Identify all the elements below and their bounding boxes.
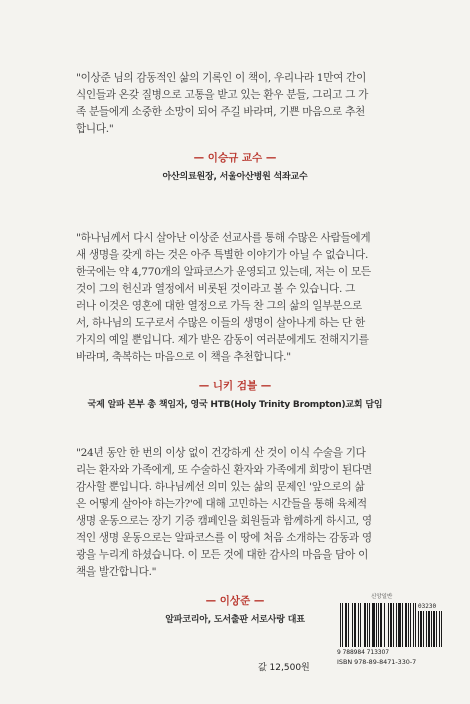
quote-line: 가지의 예일 뿐입니다. 제가 받은 감동이 여러분에게도 전해지기를	[76, 334, 369, 346]
quote-line: 책을 발간합니다."	[76, 566, 157, 578]
quote-line: 광을 누리게 하셨습니다. 이 모든 것에 대한 감사의 마음을 담아 이	[76, 549, 369, 561]
series-label: 신앙일반	[371, 594, 393, 600]
quote-line: 서, 하나님의 도구로서 수많은 이들의 생명이 살아나게 하는 단 한	[76, 317, 365, 329]
endorsement-quote	[76, 70, 394, 138]
endorsement-quote	[76, 230, 394, 366]
endorser-name: — 이상준 —	[205, 595, 265, 607]
quote-line: 합니다."	[76, 123, 114, 135]
quote-line: 한국에는 약 4,770개의 알파코스가 운영되고 있는데, 저는 이 모든	[76, 266, 371, 278]
endorser-name: — 이승규 교수 —	[193, 152, 277, 164]
quote-line: "하나님께서 다시 살아난 이상준 선교사를 통해 수많은 사람들에게	[76, 232, 371, 244]
quote-line: 감사할 뿐입니다. 하나님께선 의미 있는 삶의 문제인 '앞으로의 삶	[76, 481, 365, 493]
book-price: 값 12,500원	[258, 663, 310, 673]
quote-line: 러나 이것은 영혼에 대한 열정으로 가득 찬 그의 삶의 일부분으로	[76, 300, 362, 312]
quote-line: 것이 그의 헌신과 열정에서 비롯된 것이라고 볼 수 있습니다. 그	[76, 283, 356, 295]
endorser-role: 국제 알파 본부 총 책임자, 영국 HTB(Holy Trinity Brompton)교회 담임	[87, 400, 383, 410]
addon-code: 03230	[418, 603, 437, 610]
quote-line: 생명 운동으로는 장기 기증 캠페인을 회원들과 함께하게 하시고, 영	[76, 515, 372, 527]
endorsement-quote	[76, 445, 394, 581]
endorser-name: — 니키 검블 —	[198, 380, 272, 392]
endorsement-3	[76, 445, 394, 625]
quote-line: 리는 환자와 가족에게, 또 수술하신 환자와 가족에게 희망이 된다면	[76, 464, 372, 476]
endorsement-1	[76, 70, 394, 182]
endorser-role: 아산의료원장, 서울아산병원 석좌교수	[162, 172, 308, 182]
quote-line: 은 어떻게 살아야 하는가?'에 대해 고민하는 시간들을 통해 육체적	[76, 498, 367, 510]
barcode-digits: 9 788984 713307	[337, 649, 389, 656]
endorsement-2	[76, 230, 394, 410]
isbn-number: ISBN 978-89-8471-330-7	[337, 658, 417, 666]
quote-line: 적인 생명 운동으로는 알파코스를 이 땅에 처음 소개하는 감동과 영	[76, 532, 372, 544]
quote-line: 족 분들에게 소중한 소망이 되어 주길 바라며, 기쁜 마음으로 추천	[76, 106, 365, 118]
quote-line: "이상준 님의 감동적인 삶의 기록인 이 책이, 우리나라 1만여 간이	[76, 72, 367, 84]
isbn-barcode	[340, 603, 416, 649]
endorser-role: 알파코리아, 도서출판 서로사랑 대표	[165, 615, 305, 625]
quote-line: "24년 동안 한 번의 이상 없이 건강하게 산 것이 이식 수술을 기다	[76, 447, 366, 459]
addon-barcode	[418, 611, 444, 649]
quote-line: 새 생명을 갖게 하는 것은 아주 특별한 이야기가 아닐 수 없습니다.	[76, 249, 369, 261]
quote-line: 식인들과 온갖 질병으로 고통을 받고 있는 환우 분들, 그리고 그 가	[76, 89, 369, 101]
quote-line: 바라며, 축복하는 마음으로 이 책을 추천합니다."	[76, 351, 291, 363]
